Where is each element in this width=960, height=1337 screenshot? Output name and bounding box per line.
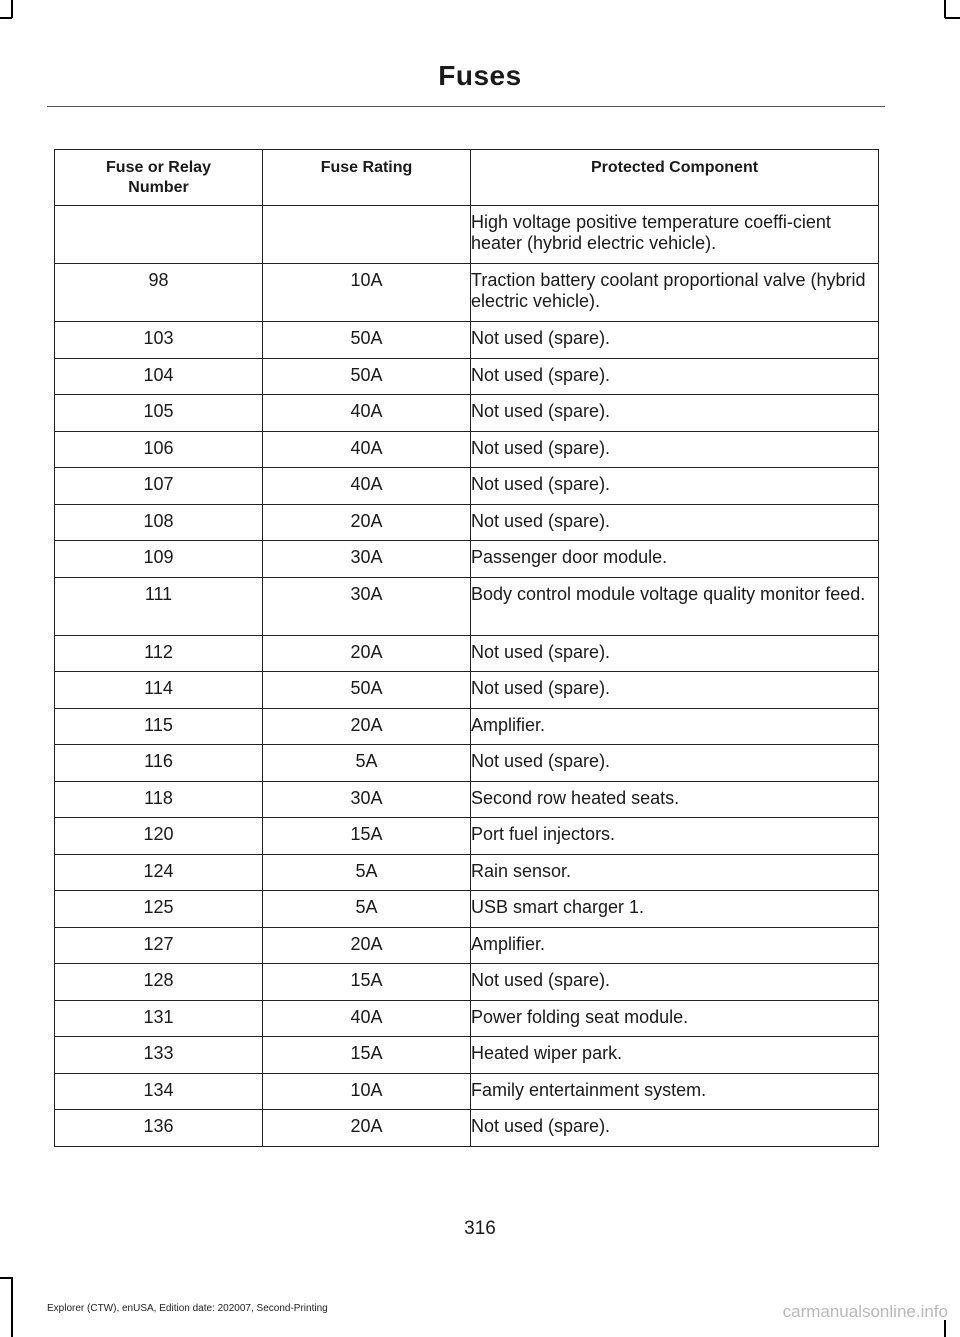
fuse-number: 136 — [55, 1110, 263, 1147]
protected-component: Not used (spare). — [471, 358, 879, 395]
crop-mark — [0, 1277, 12, 1279]
protected-component: Not used (spare). — [471, 1110, 879, 1147]
table-row — [55, 781, 879, 818]
fuse-rating: 30A — [263, 541, 471, 578]
title-divider — [47, 106, 885, 107]
page-number: 316 — [464, 1218, 496, 1239]
protected-component: Not used (spare). — [471, 431, 879, 468]
protected-component: Body control module voltage quality monitor feed. — [471, 577, 879, 635]
fuse-number: 131 — [55, 1000, 263, 1037]
table-row — [55, 358, 879, 395]
table-row — [55, 891, 879, 928]
crop-mark — [944, 1320, 946, 1337]
fuse-rating: 50A — [263, 358, 471, 395]
table-row — [55, 395, 879, 432]
fuse-number: 116 — [55, 745, 263, 782]
fuse-rating: 20A — [263, 708, 471, 745]
table-row — [55, 964, 879, 1001]
fuse-table — [54, 149, 879, 1147]
table-row — [55, 1073, 879, 1110]
fuse-number: 111 — [55, 577, 263, 635]
protected-component: Not used (spare). — [471, 395, 879, 432]
fuse-number: 133 — [55, 1037, 263, 1074]
fuse-rating: 15A — [263, 1037, 471, 1074]
fuse-number: 114 — [55, 672, 263, 709]
fuse-number: 106 — [55, 431, 263, 468]
protected-component: Not used (spare). — [471, 322, 879, 359]
page-title: Fuses — [438, 60, 522, 91]
column-header-component: Protected Component — [471, 150, 879, 206]
fuse-rating: 20A — [263, 1110, 471, 1147]
protected-component: Family entertainment system. — [471, 1073, 879, 1110]
protected-component: USB smart charger 1. — [471, 891, 879, 928]
crop-mark — [11, 0, 13, 18]
fuse-number: 109 — [55, 541, 263, 578]
table-row — [55, 818, 879, 855]
table-row — [55, 1000, 879, 1037]
fuse-number: 112 — [55, 635, 263, 672]
fuse-number: 128 — [55, 964, 263, 1001]
fuse-number: 104 — [55, 358, 263, 395]
fuse-rating: 40A — [263, 468, 471, 505]
fuse-number: 98 — [55, 264, 263, 322]
fuse-rating: 40A — [263, 1000, 471, 1037]
table-row — [55, 672, 879, 709]
table-row — [55, 1110, 879, 1147]
fuse-rating: 20A — [263, 635, 471, 672]
fuse-number: 120 — [55, 818, 263, 855]
fuse-number: 108 — [55, 504, 263, 541]
protected-component: Not used (spare). — [471, 504, 879, 541]
column-header-rating: Fuse Rating — [263, 150, 471, 206]
crop-mark — [945, 17, 960, 19]
crop-mark — [944, 0, 946, 18]
table-row — [55, 854, 879, 891]
fuse-number: 115 — [55, 708, 263, 745]
fuse-number — [55, 206, 263, 264]
fuse-rating: 5A — [263, 745, 471, 782]
fuse-rating: 50A — [263, 672, 471, 709]
table-row — [55, 468, 879, 505]
fuse-rating: 40A — [263, 395, 471, 432]
protected-component: Heated wiper park. — [471, 1037, 879, 1074]
fuse-rating: 20A — [263, 504, 471, 541]
protected-component: High voltage positive temperature coeffi-cient heater (hybrid electric vehicle). — [471, 206, 879, 264]
fuse-rating: 10A — [263, 264, 471, 322]
protected-component: Not used (spare). — [471, 964, 879, 1001]
table-header-row — [55, 150, 879, 206]
fuse-number: 134 — [55, 1073, 263, 1110]
fuse-rating: 30A — [263, 577, 471, 635]
table-row — [55, 927, 879, 964]
fuse-number: 118 — [55, 781, 263, 818]
protected-component: Not used (spare). — [471, 635, 879, 672]
table-row — [55, 635, 879, 672]
fuse-number: 105 — [55, 395, 263, 432]
table-row — [55, 431, 879, 468]
fuse-rating: 40A — [263, 431, 471, 468]
table-row — [55, 745, 879, 782]
table-row — [55, 206, 879, 264]
fuse-rating: 5A — [263, 854, 471, 891]
fuse-rating: 10A — [263, 1073, 471, 1110]
fuse-rating — [263, 206, 471, 264]
crop-mark — [0, 17, 12, 19]
protected-component: Traction battery coolant proportional valve (hybrid electric vehicle). — [471, 264, 879, 322]
fuse-rating: 50A — [263, 322, 471, 359]
protected-component: Second row heated seats. — [471, 781, 879, 818]
fuse-number: 127 — [55, 927, 263, 964]
fuse-number: 107 — [55, 468, 263, 505]
fuse-rating: 20A — [263, 927, 471, 964]
table-row — [55, 577, 879, 635]
table-row — [55, 504, 879, 541]
protected-component: Amplifier. — [471, 927, 879, 964]
fuse-rating: 15A — [263, 818, 471, 855]
fuse-rating: 30A — [263, 781, 471, 818]
protected-component: Passenger door module. — [471, 541, 879, 578]
fuse-number: 125 — [55, 891, 263, 928]
table-row — [55, 1037, 879, 1074]
table-row — [55, 264, 879, 322]
protected-component: Not used (spare). — [471, 745, 879, 782]
protected-component: Amplifier. — [471, 708, 879, 745]
table-row — [55, 541, 879, 578]
fuse-rating: 15A — [263, 964, 471, 1001]
table-row — [55, 708, 879, 745]
edition-footer: Explorer (CTW), enUSA, Edition date: 202007, Second-Printing — [47, 1303, 328, 1314]
watermark[interactable]: carmanualsonline.info — [782, 1302, 948, 1321]
column-header-number: Fuse or Relay Number — [55, 150, 263, 206]
protected-component: Port fuel injectors. — [471, 818, 879, 855]
table-row — [55, 322, 879, 359]
protected-component: Not used (spare). — [471, 468, 879, 505]
fuse-number: 103 — [55, 322, 263, 359]
protected-component: Power folding seat module. — [471, 1000, 879, 1037]
fuse-rating: 5A — [263, 891, 471, 928]
crop-mark — [11, 1277, 13, 1337]
protected-component: Not used (spare). — [471, 672, 879, 709]
fuse-number: 124 — [55, 854, 263, 891]
protected-component: Rain sensor. — [471, 854, 879, 891]
